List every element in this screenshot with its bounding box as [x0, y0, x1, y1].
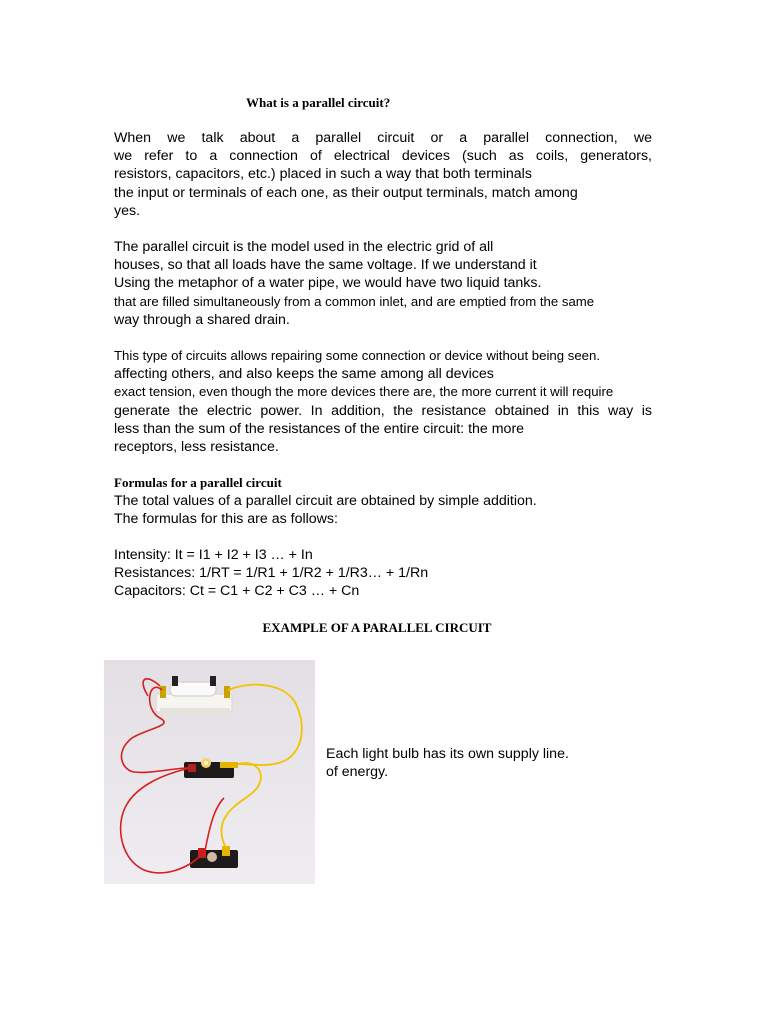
paragraph-line: The parallel circuit is the model used in the electric grid of all	[114, 239, 494, 255]
paragraph-line: way through a shared drain.	[114, 311, 290, 328]
paragraph-line: The total values of a parallel circuit are obtained by simple addition.	[114, 493, 537, 509]
paragraph-line: houses, so that all loads have the same voltage. If we understand it	[114, 257, 537, 274]
photo-caption	[326, 745, 626, 781]
example-heading: EXAMPLE OF A PARALLEL CIRCUIT	[262, 620, 492, 635]
paragraph-line: resistors, capacitors, etc.) placed in such a way that both terminals	[114, 166, 532, 183]
formula-resistances: Resistances: 1/RT = 1/R1 + 1/R2 + 1/R3… + 1/Rn	[114, 565, 429, 582]
formulas-heading: Formulas for a parallel circuit	[114, 475, 282, 490]
paragraph-advantages	[114, 347, 652, 456]
paragraph-line: The formulas for this are as follows:	[114, 511, 338, 528]
paragraph-line: affecting others, and also keeps the same among all devices	[114, 366, 494, 383]
paragraph-line: we refer to a connection of electrical devices (such as coils, generators,	[114, 148, 652, 165]
paragraph-line: receptors, less resistance.	[114, 439, 279, 456]
formulas-intro	[114, 492, 652, 528]
paragraph-line: When we talk about a parallel circuit or a parallel connection, we	[114, 130, 652, 146]
paragraph-line: exact tension, even though the more devices there are, the more current it will require	[114, 384, 614, 400]
caption-line: Each light bulb has its own supply line.	[326, 746, 569, 762]
paragraph-line: generate the electric power. In addition, the resistance obtained in this way is	[114, 402, 652, 419]
page-title: What is a parallel circuit?	[246, 95, 391, 110]
circuit-photo	[104, 660, 315, 884]
paragraph-line: This type of circuits allows repairing some connection or device without being seen.	[114, 348, 600, 363]
paragraph-line: that are filled simultaneously from a common inlet, and are emptied from the same	[114, 293, 595, 309]
paragraph-line: less than the sum of the resistances of the entire circuit: the more	[114, 420, 525, 437]
paragraph-line: the input or terminals of each one, as their output terminals, match among	[114, 184, 578, 201]
caption-line: of energy.	[326, 764, 389, 781]
formula-list	[114, 546, 652, 601]
formula-intensity: Intensity: It = I1 + I2 + I3 … + In	[114, 547, 313, 563]
formula-capacitors: Capacitors: Ct = C1 + C2 + C3 … + Cn	[114, 583, 360, 600]
paragraph-definition	[114, 129, 652, 220]
paragraph-line: yes.	[114, 202, 141, 219]
paragraph-water-metaphor	[114, 238, 652, 329]
paragraph-line: Using the metaphor of a water pipe, we would have two liquid tanks.	[114, 275, 542, 292]
